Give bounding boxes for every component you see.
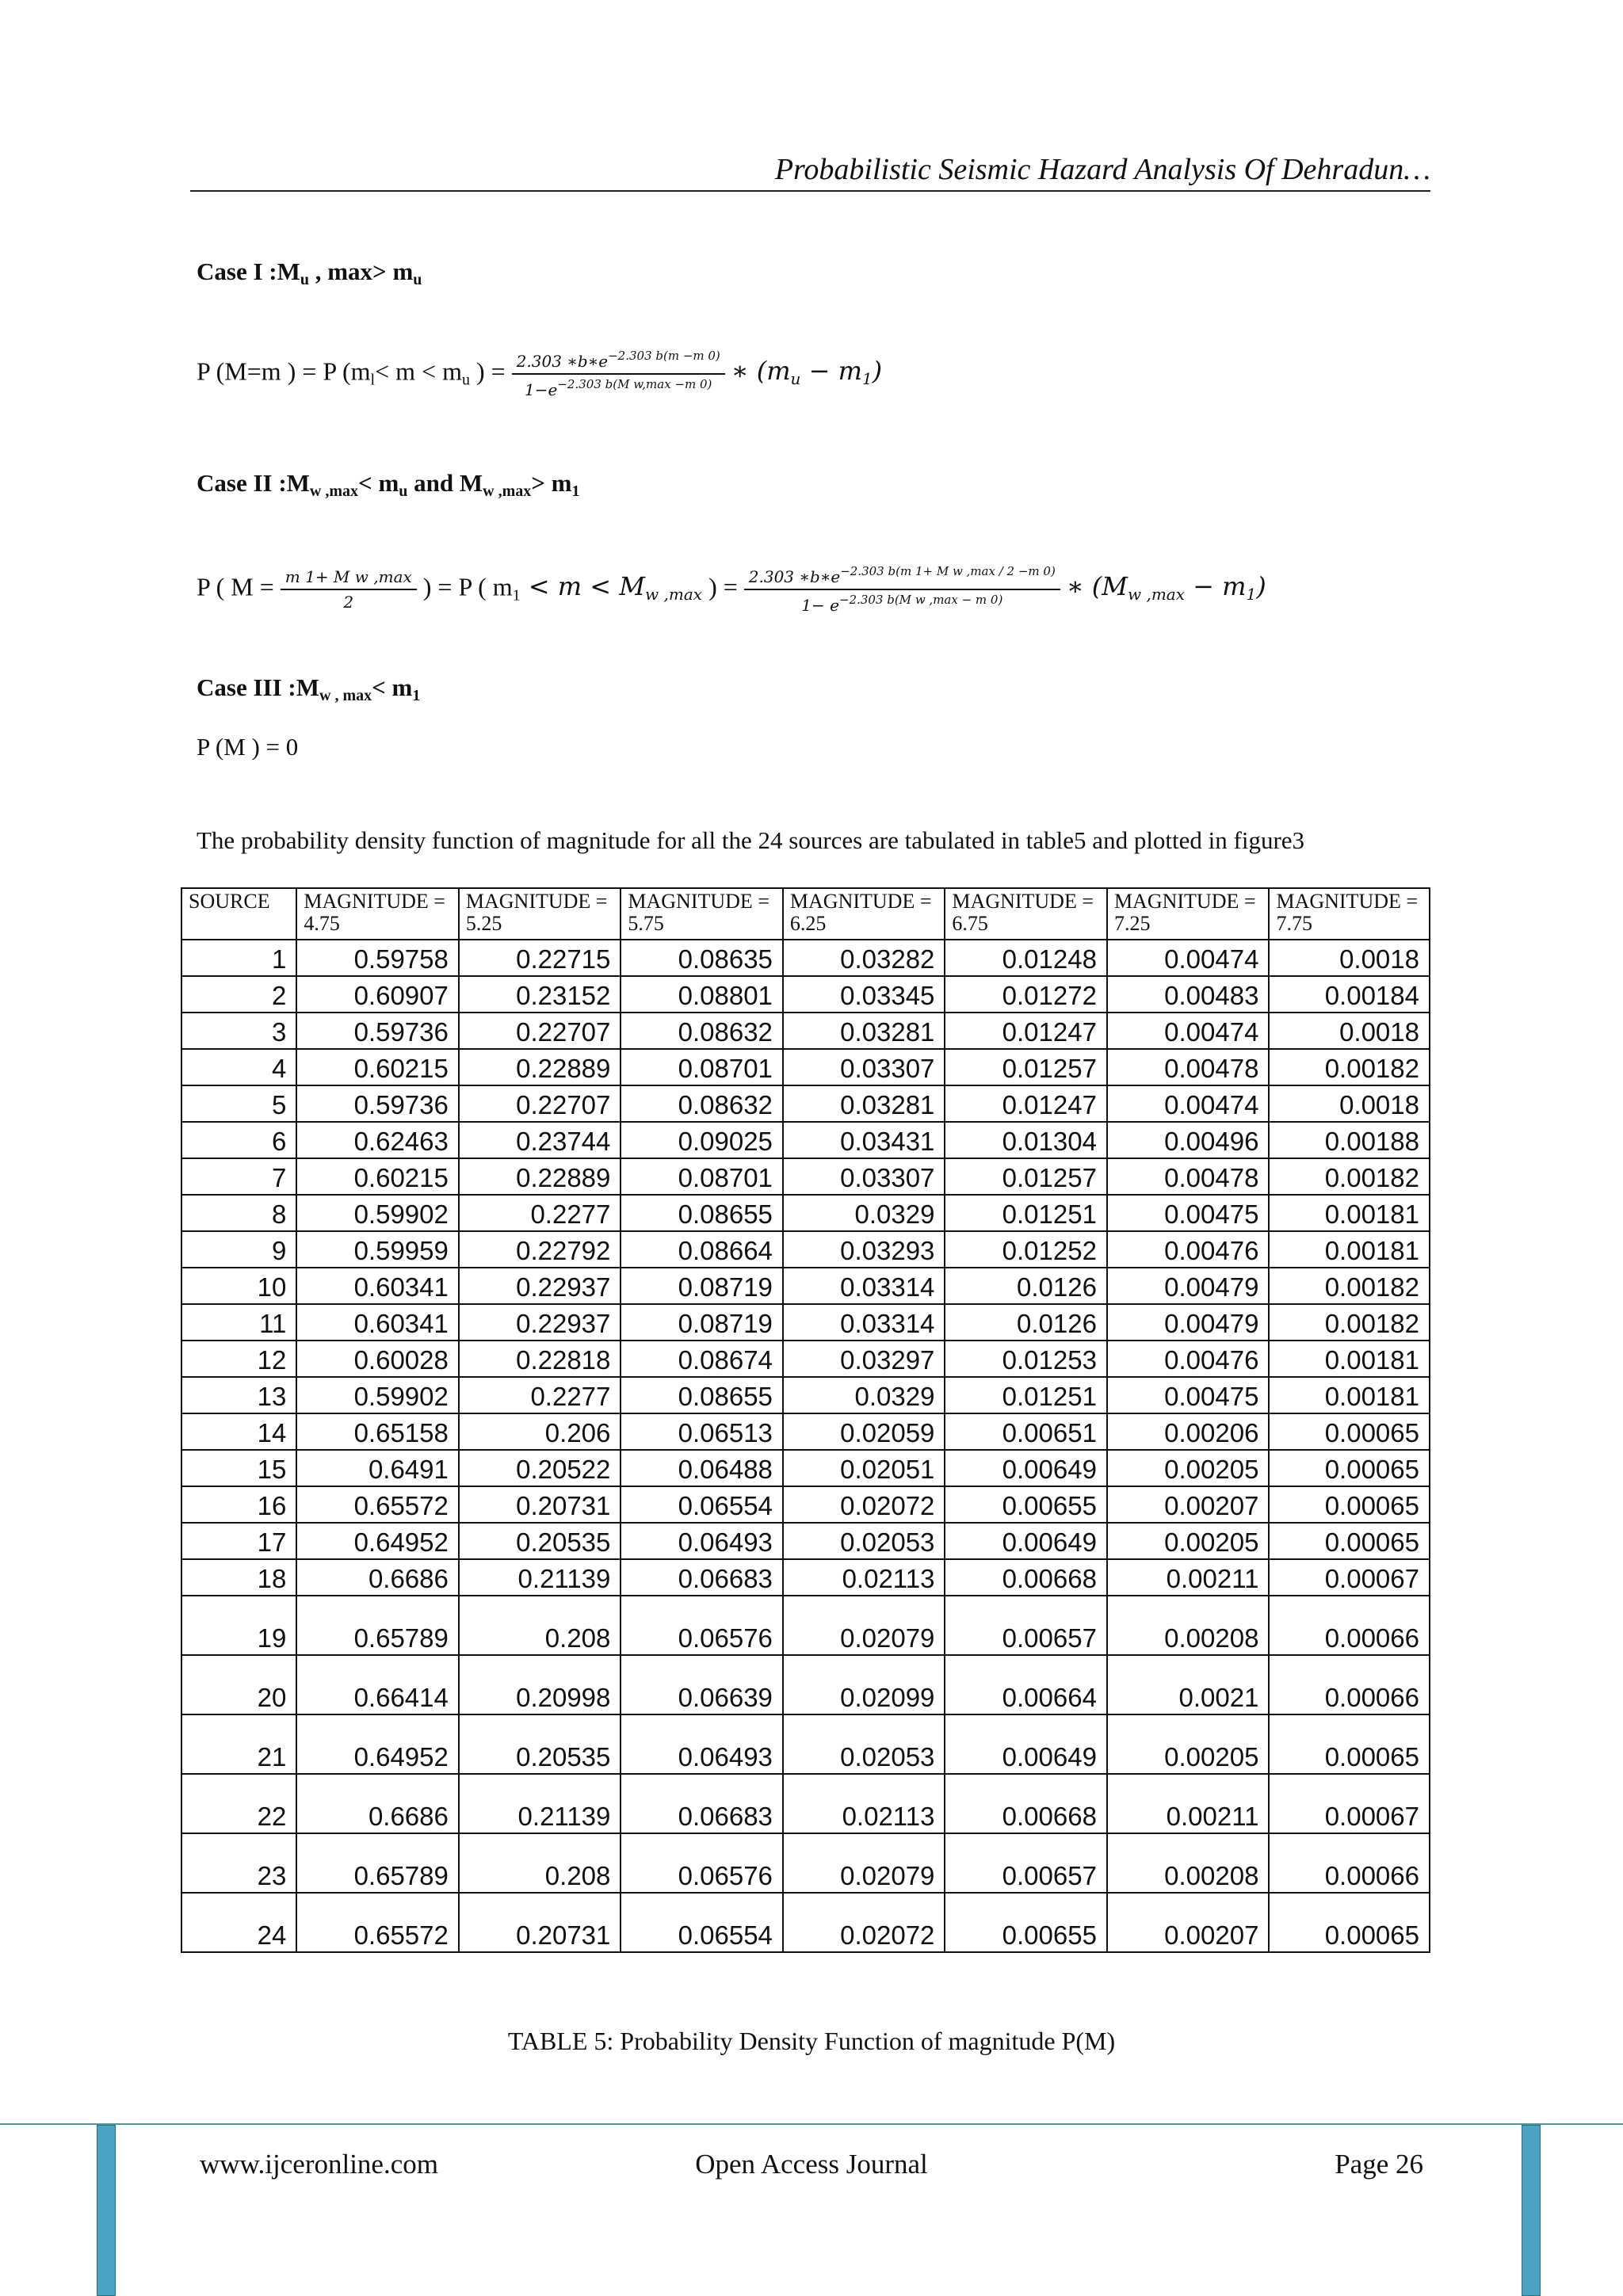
table-cell-value: 0.01304	[945, 1122, 1107, 1158]
table-cell-value: 0.20731	[459, 1893, 621, 1952]
table-cell-value: 0.60341	[296, 1304, 459, 1341]
table-row	[181, 1122, 1430, 1158]
intro-paragraph: The probability density function of magnitude for all the 24 sources are tabulated in table5 and plotted in figure3	[197, 826, 1305, 854]
table-cell-value: 0.08719	[621, 1304, 783, 1341]
table-cell-value: 0.06576	[621, 1833, 783, 1893]
table-cell-value: 0.00067	[1269, 1559, 1430, 1596]
table-cell-value: 0.01272	[945, 976, 1107, 1013]
header-source: SOURCE	[181, 888, 296, 940]
table-cell-source: 12	[181, 1341, 296, 1377]
table-row	[181, 1413, 1430, 1450]
table-cell-value: 0.08801	[621, 976, 783, 1013]
table-caption: TABLE 5: Probability Density Function of magnitude P(M)	[507, 2027, 1116, 2055]
table-cell-value: 0.65158	[296, 1413, 459, 1450]
table-cell-value: 0.20998	[459, 1655, 621, 1714]
table-cell-source: 13	[181, 1377, 296, 1413]
table-cell-value: 0.00181	[1269, 1231, 1430, 1268]
header-magnitude-5-75: MAGNITUDE = 5.75	[621, 888, 783, 940]
table-cell-value: 0.06493	[621, 1523, 783, 1559]
table-cell-value: 0.01257	[945, 1049, 1107, 1085]
table-cell-value: 0.08632	[621, 1013, 783, 1049]
header-magnitude-7-25: MAGNITUDE = 7.25	[1107, 888, 1270, 940]
table-cell-value: 0.03345	[783, 976, 945, 1013]
table-cell-value: 0.21139	[459, 1559, 621, 1596]
case-3-equation: P (M ) = 0	[197, 733, 299, 761]
table-cell-value: 0.64952	[296, 1714, 459, 1774]
table-cell-value: 0.00664	[945, 1655, 1107, 1714]
table-cell-value: 0.00208	[1107, 1833, 1270, 1893]
table-row	[181, 1559, 1430, 1596]
table-cell-value: 0.02053	[783, 1523, 945, 1559]
table-cell-value: 0.00205	[1107, 1450, 1270, 1486]
table-cell-value: 0.09025	[621, 1122, 783, 1158]
table-cell-source: 22	[181, 1774, 296, 1833]
table-cell-value: 0.03281	[783, 1013, 945, 1049]
case-2-lhs-fraction: $\frac{\text{m 1+ M w ,max}}{2}$	[281, 567, 417, 612]
table-cell-value: 0.00655	[945, 1486, 1107, 1523]
table-row	[181, 1304, 1430, 1341]
table-cell-source: 17	[181, 1523, 296, 1559]
case-1-equation: P (M=m ) = P ($m_l< m < m_u$ ) = $\frac{2.303 ∗b∗e^{-2.303 b(m -m 0)}}{1-e^{-2.303 b(M w,max -m 0)}}$ ∗ $(m_u - m_1)$	[197, 349, 883, 399]
table-cell-source: 24	[181, 1893, 296, 1952]
table-cell-value: 0.06576	[621, 1596, 783, 1655]
table-cell-value: 0.00476	[1107, 1341, 1270, 1377]
table-cell-value: 0.00668	[945, 1774, 1107, 1833]
table-cell-value: 0.20535	[459, 1523, 621, 1559]
table-cell-value: 0.00208	[1107, 1596, 1270, 1655]
table-cell-value: 0.59758	[296, 940, 459, 976]
table-cell-value: 0.00655	[945, 1893, 1107, 1952]
table-cell-value: 0.65789	[296, 1596, 459, 1655]
table-cell-value: 0.00476	[1107, 1231, 1270, 1268]
footer-page-number: Page 26	[1335, 2149, 1423, 2180]
table-cell-value: 0.02059	[783, 1413, 945, 1450]
table-cell-value: 0.08701	[621, 1158, 783, 1195]
case-1-heading: Case I $:M_u$ , $\max> m_u$	[197, 257, 422, 288]
table-cell-value: 0.2277	[459, 1195, 621, 1231]
table-cell-value: 0.22818	[459, 1341, 621, 1377]
table-cell-value: 0.03314	[783, 1304, 945, 1341]
table-cell-value: 0.00181	[1269, 1195, 1430, 1231]
table-cell-value: 0.0329	[783, 1195, 945, 1231]
table-cell-source: 9	[181, 1231, 296, 1268]
table-cell-value: 0.00207	[1107, 1893, 1270, 1952]
table-cell-value: 0.02113	[783, 1559, 945, 1596]
footer-website: www.ijceronline.com	[200, 2149, 438, 2180]
table-cell-value: 0.02072	[783, 1486, 945, 1523]
table-cell-value: 0.00188	[1269, 1122, 1430, 1158]
table-cell-value: 0.0126	[945, 1304, 1107, 1341]
table-cell-value: 0.60341	[296, 1268, 459, 1304]
table-cell-value: 0.00066	[1269, 1833, 1430, 1893]
table-cell-value: 0.59736	[296, 1013, 459, 1049]
table-cell-value: 0.00065	[1269, 1714, 1430, 1774]
table-row	[181, 1195, 1430, 1231]
table-cell-value: 0.59902	[296, 1195, 459, 1231]
table-cell-value: 0.00205	[1107, 1523, 1270, 1559]
table-cell-value: 0.00657	[945, 1596, 1107, 1655]
table-cell-value: 0.02099	[783, 1655, 945, 1714]
table-cell-value: 0.22937	[459, 1268, 621, 1304]
table-row	[181, 1013, 1430, 1049]
table-cell-value: 0.0018	[1269, 940, 1430, 976]
table-cell-value: 0.03314	[783, 1268, 945, 1304]
table-cell-value: 0.03307	[783, 1049, 945, 1085]
table-cell-value: 0.23152	[459, 976, 621, 1013]
table-cell-value: 0.0329	[783, 1377, 945, 1413]
table-cell-value: 0.03431	[783, 1122, 945, 1158]
table-cell-value: 0.00184	[1269, 976, 1430, 1013]
table-cell-value: 0.00657	[945, 1833, 1107, 1893]
table-header-row	[181, 888, 1430, 940]
table-cell-value: 0.60028	[296, 1341, 459, 1377]
table-cell-value: 0.00651	[945, 1413, 1107, 1450]
table-row	[181, 1158, 1430, 1195]
table-cell-value: 0.20535	[459, 1714, 621, 1774]
table-cell-value: 0.00182	[1269, 1158, 1430, 1195]
table-cell-source: 16	[181, 1486, 296, 1523]
footer-journal: Open Access Journal	[695, 2149, 928, 2180]
table-cell-value: 0.01247	[945, 1013, 1107, 1049]
table-cell-value: 0.00066	[1269, 1655, 1430, 1714]
table-cell-value: 0.00206	[1107, 1413, 1270, 1450]
table-cell-value: 0.22792	[459, 1231, 621, 1268]
table-cell-value: 0.60215	[296, 1158, 459, 1195]
table-cell-value: 0.65789	[296, 1833, 459, 1893]
table-cell-value: 0.02113	[783, 1774, 945, 1833]
table-cell-value: 0.00668	[945, 1559, 1107, 1596]
table-cell-source: 18	[181, 1559, 296, 1596]
table-cell-value: 0.03281	[783, 1085, 945, 1122]
case-2-equation: P ( M = $\frac{\text{m 1+ M w ,max}}{2}$ ) = P ( $m_1 < m < M_{w ,max}$ ) = $\frac{2.303 ∗b∗e^{-2.303 b(m 1+ M w ,max / 2 -m 0)}}{1- e^{-2.303 b(M w ,max - m 0)}}$ ∗ $(M_{w ,max} - m_1)$	[197, 564, 1266, 615]
table-cell-value: 0.02079	[783, 1833, 945, 1893]
case-2-heading: Case II $:M_{w ,max}< m_u$ and $M_{w ,max}> m_1$	[197, 469, 580, 500]
table-cell-value: 0.22715	[459, 940, 621, 976]
table-cell-value: 0.23744	[459, 1122, 621, 1158]
table-cell-value: 0.0018	[1269, 1013, 1430, 1049]
case-2-rhs-fraction: $\frac{2.303 ∗b∗e^{-2.303 b(m 1+ M w ,max / 2 -m 0)}}{1- e^{-2.303 b(M w ,max - m 0)}}$	[744, 564, 1060, 615]
table-cell-value: 0.03297	[783, 1341, 945, 1377]
table-row	[181, 1231, 1430, 1268]
table-cell-value: 0.00211	[1107, 1774, 1270, 1833]
table-cell-value: 0.2277	[459, 1377, 621, 1413]
table-cell-value: 0.0126	[945, 1268, 1107, 1304]
table-cell-source: 7	[181, 1158, 296, 1195]
table-cell-source: 5	[181, 1085, 296, 1122]
table-cell-value: 0.6686	[296, 1774, 459, 1833]
table-cell-value: 0.22889	[459, 1158, 621, 1195]
table-cell-source: 21	[181, 1714, 296, 1774]
header-magnitude-5-25: MAGNITUDE = 5.25	[459, 888, 621, 940]
table-cell-source: 19	[181, 1596, 296, 1655]
table-cell-value: 0.02053	[783, 1714, 945, 1774]
table-cell-value: 0.08719	[621, 1268, 783, 1304]
table-cell-value: 0.206	[459, 1413, 621, 1450]
table-cell-value: 0.00478	[1107, 1049, 1270, 1085]
table-cell-value: 0.01253	[945, 1341, 1107, 1377]
table-row	[181, 1450, 1430, 1486]
table-cell-value: 0.01257	[945, 1158, 1107, 1195]
table-cell-value: 0.6686	[296, 1559, 459, 1596]
table-row	[181, 1596, 1430, 1655]
table-cell-value: 0.22889	[459, 1049, 621, 1085]
case-1-fraction: $\frac{2.303 ∗b∗e^{-2.303 b(m -m 0)}}{1-e^{-2.303 b(M w,max -m 0)}}$	[512, 349, 725, 399]
table-cell-value: 0.01251	[945, 1377, 1107, 1413]
table-cell-value: 0.00182	[1269, 1268, 1430, 1304]
table-cell-value: 0.59902	[296, 1377, 459, 1413]
table-row	[181, 1377, 1430, 1413]
table-cell-value: 0.00065	[1269, 1413, 1430, 1450]
table-cell-value: 0.00474	[1107, 1085, 1270, 1122]
table-cell-value: 0.06639	[621, 1655, 783, 1714]
table-cell-value: 0.00205	[1107, 1714, 1270, 1774]
table-row	[181, 940, 1430, 976]
table-cell-value: 0.06513	[621, 1413, 783, 1450]
table-cell-value: 0.08701	[621, 1049, 783, 1085]
table-cell-value: 0.02072	[783, 1893, 945, 1952]
running-header: Probabilistic Seismic Hazard Analysis Of Dehradun…	[774, 153, 1430, 186]
table-cell-value: 0.00182	[1269, 1049, 1430, 1085]
table-cell-value: 0.66414	[296, 1655, 459, 1714]
table-row	[181, 1085, 1430, 1122]
table-row	[181, 1893, 1430, 1952]
table-cell-value: 0.00479	[1107, 1268, 1270, 1304]
table-cell-value: 0.00475	[1107, 1377, 1270, 1413]
table-cell-value: 0.00478	[1107, 1158, 1270, 1195]
table-cell-value: 0.08664	[621, 1231, 783, 1268]
table-cell-value: 0.00181	[1269, 1341, 1430, 1377]
table-cell-value: 0.00649	[945, 1523, 1107, 1559]
table-cell-value: 0.01251	[945, 1195, 1107, 1231]
table-cell-value: 0.6491	[296, 1450, 459, 1486]
table-cell-value: 0.00483	[1107, 976, 1270, 1013]
table-cell-value: 0.20522	[459, 1450, 621, 1486]
table-row	[181, 1268, 1430, 1304]
table-cell-source: 8	[181, 1195, 296, 1231]
table-cell-value: 0.00065	[1269, 1450, 1430, 1486]
table-cell-value: 0.00065	[1269, 1486, 1430, 1523]
table-cell-value: 0.00066	[1269, 1596, 1430, 1655]
table-cell-value: 0.03293	[783, 1231, 945, 1268]
table-cell-source: 20	[181, 1655, 296, 1714]
table-cell-value: 0.00649	[945, 1714, 1107, 1774]
table-cell-value: 0.64952	[296, 1523, 459, 1559]
table-cell-value: 0.65572	[296, 1486, 459, 1523]
table-cell-value: 0.60907	[296, 976, 459, 1013]
table-cell-value: 0.0021	[1107, 1655, 1270, 1714]
table-cell-value: 0.59736	[296, 1085, 459, 1122]
table-cell-value: 0.02051	[783, 1450, 945, 1486]
table-cell-value: 0.22707	[459, 1085, 621, 1122]
table-cell-value: 0.00475	[1107, 1195, 1270, 1231]
table-cell-value: 0.00182	[1269, 1304, 1430, 1341]
table-cell-value: 0.00479	[1107, 1304, 1270, 1341]
table-cell-value: 0.00211	[1107, 1559, 1270, 1596]
table-cell-value: 0.00065	[1269, 1523, 1430, 1559]
table-row	[181, 1833, 1430, 1893]
table-cell-value: 0.06554	[621, 1486, 783, 1523]
pdf-table	[181, 887, 1430, 1953]
footer-rule	[0, 2123, 1623, 2125]
table-cell-value: 0.00649	[945, 1450, 1107, 1486]
case-3-heading: Case III $:M_{w , max}< m_1$	[197, 673, 421, 704]
table-cell-source: 23	[181, 1833, 296, 1893]
table-cell-value: 0.01248	[945, 940, 1107, 976]
table-cell-value: 0.60215	[296, 1049, 459, 1085]
table-cell-source: 6	[181, 1122, 296, 1158]
table-cell-value: 0.00067	[1269, 1774, 1430, 1833]
table-row	[181, 976, 1430, 1013]
table-cell-value: 0.06493	[621, 1714, 783, 1774]
table-cell-value: 0.21139	[459, 1774, 621, 1833]
table-cell-value: 0.00474	[1107, 940, 1270, 976]
header-magnitude-6-75: MAGNITUDE = 6.75	[945, 888, 1107, 940]
table-cell-value: 0.208	[459, 1596, 621, 1655]
table-cell-value: 0.08655	[621, 1377, 783, 1413]
header-magnitude-6-25: MAGNITUDE = 6.25	[783, 888, 945, 940]
table-cell-source: 1	[181, 940, 296, 976]
table-cell-value: 0.65572	[296, 1893, 459, 1952]
table-cell-value: 0.62463	[296, 1122, 459, 1158]
header-magnitude-7-75: MAGNITUDE = 7.75	[1269, 888, 1430, 940]
table-cell-value: 0.00181	[1269, 1377, 1430, 1413]
table-row	[181, 1523, 1430, 1559]
table-cell-value: 0.02079	[783, 1596, 945, 1655]
table-cell-source: 4	[181, 1049, 296, 1085]
table-cell-value: 0.08655	[621, 1195, 783, 1231]
table-row	[181, 1655, 1430, 1714]
table-body	[181, 940, 1430, 1952]
table-cell-value: 0.03282	[783, 940, 945, 976]
table-cell-source: 10	[181, 1268, 296, 1304]
table-cell-value: 0.08632	[621, 1085, 783, 1122]
table-cell-source: 2	[181, 976, 296, 1013]
table-cell-value: 0.08635	[621, 940, 783, 976]
table-cell-value: 0.208	[459, 1833, 621, 1893]
header-rule	[190, 190, 1430, 192]
table-cell-value: 0.06554	[621, 1893, 783, 1952]
table-cell-value: 0.06488	[621, 1450, 783, 1486]
table-cell-value: 0.00065	[1269, 1893, 1430, 1952]
table-cell-value: 0.59959	[296, 1231, 459, 1268]
table-cell-value: 0.22937	[459, 1304, 621, 1341]
table-cell-value: 0.03307	[783, 1158, 945, 1195]
header-magnitude-4-75: MAGNITUDE = 4.75	[296, 888, 459, 940]
table-cell-value: 0.01252	[945, 1231, 1107, 1268]
table-row	[181, 1486, 1430, 1523]
table-cell-value: 0.00474	[1107, 1013, 1270, 1049]
table-cell-source: 3	[181, 1013, 296, 1049]
table-row	[181, 1341, 1430, 1377]
table-row	[181, 1774, 1430, 1833]
table-cell-value: 0.00207	[1107, 1486, 1270, 1523]
table-cell-value: 0.00496	[1107, 1122, 1270, 1158]
table-cell-value: 0.06683	[621, 1559, 783, 1596]
table-cell-value: 0.20731	[459, 1486, 621, 1523]
table-cell-value: 0.08674	[621, 1341, 783, 1377]
table-cell-source: 11	[181, 1304, 296, 1341]
table-cell-value: 0.0018	[1269, 1085, 1430, 1122]
table-cell-value: 0.01247	[945, 1085, 1107, 1122]
table-cell-value: 0.22707	[459, 1013, 621, 1049]
table-cell-source: 14	[181, 1413, 296, 1450]
table-cell-source: 15	[181, 1450, 296, 1486]
table-cell-value: 0.06683	[621, 1774, 783, 1833]
table-row	[181, 1714, 1430, 1774]
table-row	[181, 1049, 1430, 1085]
